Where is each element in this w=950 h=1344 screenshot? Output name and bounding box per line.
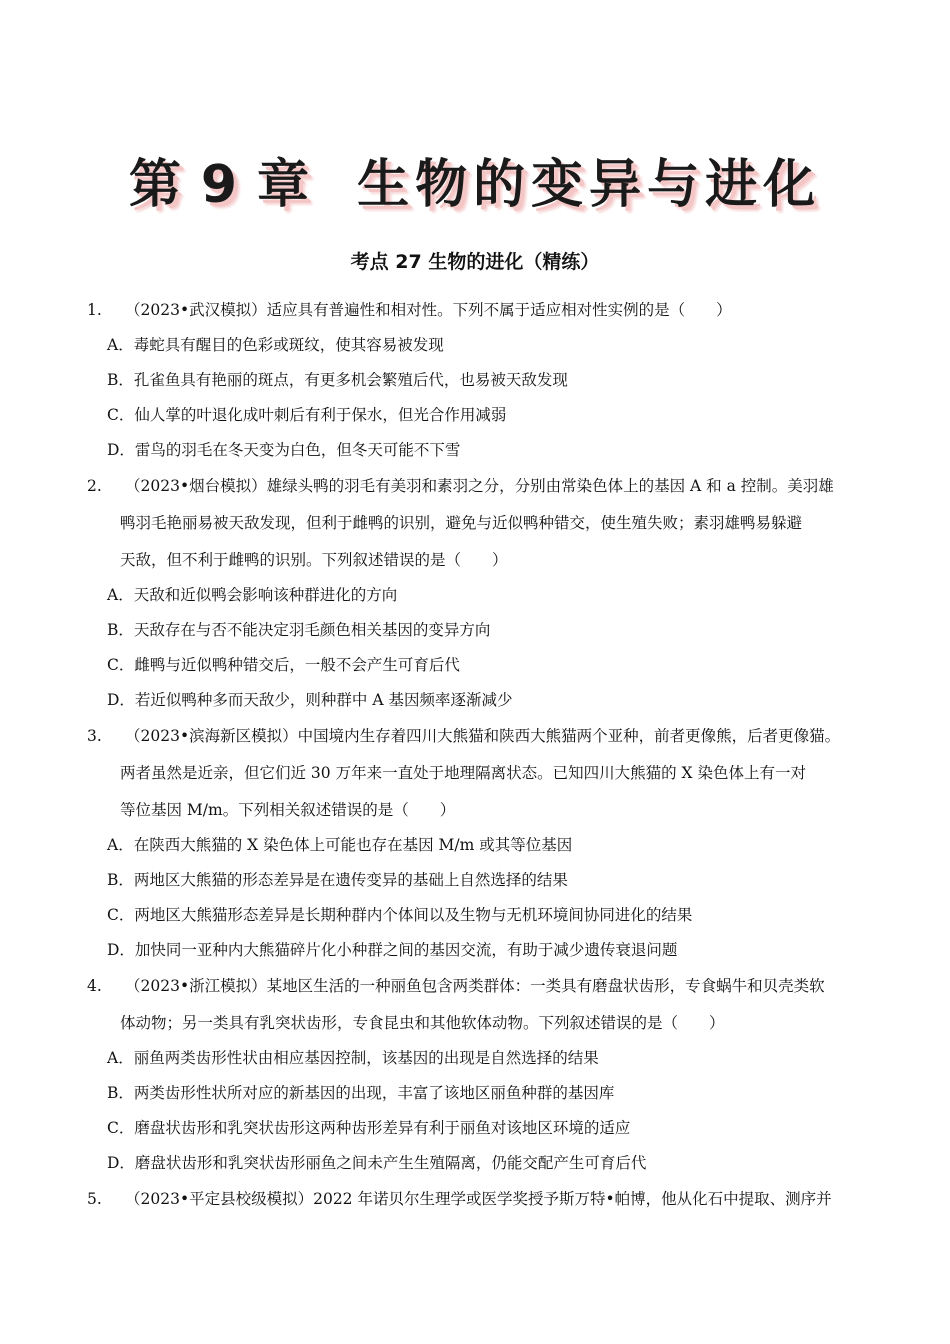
question-stem: （2023•武汉模拟）适应具有普遍性和相对性。下列不属于适应相对性实例的是（ ）	[125, 301, 732, 319]
question-number: 2.	[87, 477, 102, 495]
question-stem-cont: 等位基因 M/m。下列相关叙述错误的是（ ）	[120, 801, 456, 819]
option-b: B．两地区大熊猫的形态差异是在遗传变异的基础上自然选择的结果	[107, 871, 568, 889]
option-a: A．丽鱼两类齿形性状由相应基因控制，该基因的出现是自然选择的结果	[107, 1049, 599, 1067]
question-number: 5.	[87, 1190, 102, 1208]
question-stem: （2023•烟台模拟）雄绿头鸭的羽毛有美羽和素羽之分，分别由常染色体上的基因 A 和 a 控制。美羽雄	[125, 477, 834, 495]
question-stem-cont: 体动物；另一类具有乳突状齿形，专食昆虫和其他软体动物。下列叙述错误的是（ ）	[120, 1014, 725, 1032]
question-stem-cont: 两者虽然是近亲，但它们近 30 万年来一直处于地理隔离状态。已知四川大熊猫的 X 染色体上有一对	[120, 764, 806, 782]
section-subtitle: 考点 27 生物的进化（精练）	[350, 251, 600, 273]
option-a: A．天敌和近似鸭会影响该种群进化的方向	[107, 586, 398, 604]
option-a: A．毒蛇具有醒目的色彩或斑纹，使其容易被发现	[107, 336, 444, 354]
option-d: D．雷鸟的羽毛在冬天变为白色，但冬天可能不下雪	[107, 441, 461, 459]
chapter-prefix: 第	[128, 155, 187, 215]
chapter-suffix: 章	[257, 155, 316, 215]
option-c: C．仙人掌的叶退化成叶刺后有利于保水，但光合作用减弱	[107, 406, 507, 424]
option-d: D．加快同一亚种内大熊猫碎片化小种群之间的基因交流，有助于减少遗传衰退问题	[107, 941, 678, 959]
option-d: D．磨盘状齿形和乳突状齿形丽鱼之间未产生生殖隔离，仍能交配产生可育后代	[107, 1154, 647, 1172]
question-stem-cont: 天敌，但不利于雌鸭的识别。下列叙述错误的是（ ）	[120, 551, 508, 569]
option-c: C．雌鸭与近似鸭种错交后，一般不会产生可育后代	[107, 656, 460, 674]
question-stem: （2023•平定县校级模拟）2022 年诺贝尔生理学或医学奖授予斯万特•帕博，他从化石中提取、测序并	[125, 1190, 832, 1208]
chapter-name: 生物的变异与进化	[357, 155, 822, 215]
option-b: B．孔雀鱼具有艳丽的斑点，有更多机会繁殖后代，也易被天敌发现	[107, 371, 568, 389]
option-d: D．若近似鸭种多而天敌少，则种群中 A 基因频率逐渐减少	[107, 691, 513, 709]
question-number: 1.	[87, 301, 102, 319]
question-stem: （2023•滨海新区模拟）中国境内生存着四川大熊猫和陕西大熊猫两个亚种，前者更像熊，后者更像猫。	[125, 727, 841, 745]
option-c: C．磨盘状齿形和乳突状齿形这两种齿形差异有利于丽鱼对该地区环境的适应	[107, 1119, 631, 1137]
question-stem: （2023•浙江模拟）某地区生活的一种丽鱼包含两类群体：一类具有磨盘状齿形，专食蜗牛和贝壳类软	[125, 977, 825, 995]
option-c: C．两地区大熊猫形态差异是长期种群内个体间以及生物与无机环境间协同进化的结果	[107, 906, 693, 924]
option-a: A．在陕西大熊猫的 X 染色体上可能也存在基因 M/m 或其等位基因	[107, 836, 573, 854]
question-number: 4.	[87, 977, 102, 995]
chapter-number: 9	[200, 155, 244, 215]
option-b: B．两类齿形性状所对应的新基因的出现，丰富了该地区丽鱼种群的基因库	[107, 1084, 615, 1102]
chapter-title	[0, 142, 950, 217]
question-stem-cont: 鸭羽毛艳丽易被天敌发现，但利于雌鸭的识别，避免与近似鸭种错交，使生殖失败；素羽雄鸭易躲避	[120, 514, 803, 532]
question-number: 3.	[87, 727, 102, 745]
option-b: B．天敌存在与否不能决定羽毛颜色相关基因的变异方向	[107, 621, 491, 639]
